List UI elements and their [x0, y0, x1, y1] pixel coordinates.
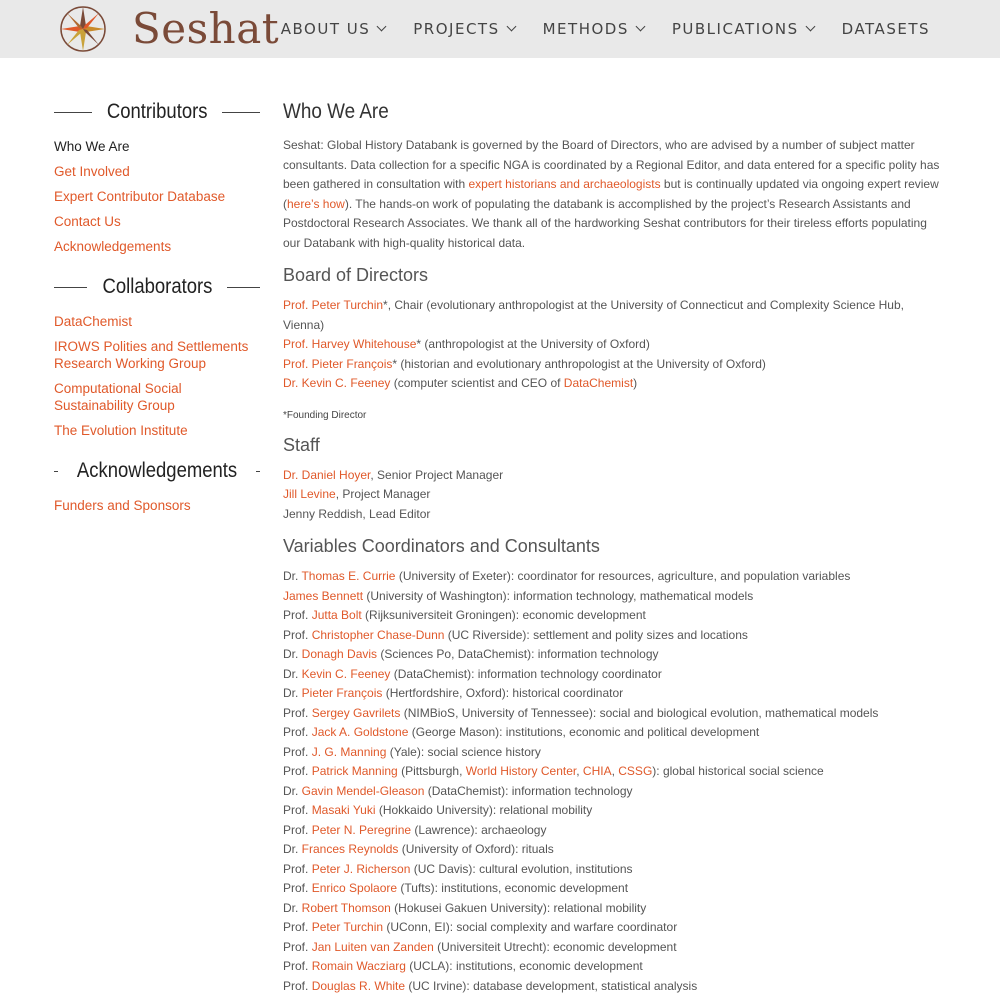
consultant-description: (University of Oxford): rituals — [398, 842, 554, 856]
person-description: * (historian and evolutionary anthropologist at the University of Oxford) — [392, 356, 766, 371]
consultants-heading: Variables Coordinators and Consultants — [283, 536, 600, 556]
consultant — [283, 899, 943, 919]
staff-role: , Project Manager — [335, 487, 431, 501]
consultant-description: (Sciences Po, DataChemist): information technology — [377, 647, 659, 661]
person-link[interactable]: Masaki Yuki — [311, 803, 376, 817]
intro-text: Seshat: Global History Databank is governed by the Board of Directors, who are advised by a number of subject matter consultants. Data collection for a specific NGA is coordinated by a Regional Editor, and data entered for a specific polity has been gathered in consultation with — [283, 138, 940, 191]
board-heading: Board of Directors — [283, 265, 429, 285]
person-link[interactable]: Enrico Spolaore — [311, 881, 398, 895]
consultant — [283, 645, 943, 665]
person-link[interactable]: Peter N. Peregrine — [311, 822, 412, 837]
divider — [54, 287, 87, 288]
board-member — [283, 335, 943, 355]
section-title: Contributors — [106, 100, 208, 123]
person-link[interactable]: Jutta Bolt — [311, 608, 362, 622]
title-prefix: Prof. — [283, 861, 312, 876]
person-description: * (anthropologist at the University of Oxford) — [416, 337, 650, 351]
person-link[interactable]: Patrick Manning — [311, 764, 398, 778]
person-link[interactable]: Sergey Gavrilets — [311, 705, 401, 720]
board-member — [283, 374, 943, 394]
title-prefix: Dr. — [283, 666, 302, 681]
board-member — [283, 355, 943, 375]
divider — [227, 287, 260, 288]
staff-text: Jenny Reddish, Lead Editor — [283, 506, 431, 521]
consultant — [283, 743, 943, 763]
founding-note: *Founding Director — [283, 409, 367, 421]
page-title: Who We Are — [283, 100, 389, 123]
consultant — [283, 977, 943, 997]
consultant — [283, 821, 943, 841]
consultant — [283, 723, 943, 743]
sidebar-item-funders-and-sponsors[interactable]: Funders and Sponsors — [54, 498, 191, 513]
consultant-description: (Lawrence): archaeology — [411, 822, 547, 837]
consultant-description: (UConn, EI): social complexity and warfare coordinator — [383, 920, 678, 934]
title-prefix: Dr. — [283, 647, 302, 661]
consultant — [283, 918, 943, 938]
title-prefix: Prof. — [283, 608, 312, 622]
title-prefix: Prof. — [283, 881, 312, 895]
person-link[interactable]: Dr. Daniel Hoyer — [283, 467, 371, 482]
sidebar-item-acknowledgements[interactable]: Acknowledgements — [54, 239, 172, 254]
sidebar-item-the-evolution-institute[interactable]: The Evolution Institute — [54, 423, 188, 438]
consultant-description: (DataChemist): information technology — [424, 783, 633, 798]
person-link[interactable]: Prof. Peter Turchin — [283, 298, 384, 312]
title-prefix: Prof. — [283, 803, 312, 817]
nav-label: PROJECTS — [413, 20, 500, 38]
chevron-down-icon — [805, 21, 815, 31]
title-prefix: Dr. — [283, 783, 302, 798]
staff-heading: Staff — [283, 434, 320, 455]
consultant-description: (Yale): social science history — [386, 744, 541, 759]
person-link[interactable]: Jill Levine — [283, 487, 336, 501]
heres-how-link[interactable]: here’s how — [287, 196, 345, 211]
nav-methods[interactable] — [543, 20, 644, 38]
title-prefix: Prof. — [283, 744, 312, 759]
staff-member — [283, 505, 943, 525]
divider — [256, 471, 260, 472]
person-link[interactable]: Kevin C. Feeney — [301, 666, 391, 681]
consultant-description: (DataChemist): information technology coordinator — [390, 666, 662, 681]
consultant — [283, 567, 943, 587]
sidebar-item-expert-contributor-database[interactable]: Expert Contributor Database — [54, 189, 226, 204]
contributors-list — [54, 138, 260, 255]
divider — [222, 112, 260, 113]
title-prefix: Prof. — [283, 627, 312, 642]
person-link[interactable]: Pieter François — [301, 686, 383, 700]
title-prefix: Prof. — [283, 939, 312, 954]
consultant — [283, 879, 943, 899]
main-nav — [253, 0, 930, 58]
consultant — [283, 782, 943, 802]
board-list — [283, 296, 943, 394]
consultant — [283, 606, 943, 626]
person-link[interactable]: Prof. Harvey Whitehouse — [283, 337, 417, 351]
consultant-description: (Tufts): institutions, economic development — [397, 881, 629, 895]
site-logo[interactable] — [54, 4, 279, 54]
person-link[interactable]: Christopher Chase-Dunn — [311, 627, 445, 642]
intro-text: but is continually updated via ongoing expert review ( — [283, 177, 939, 211]
title-prefix: Dr. — [283, 842, 302, 856]
chevron-down-icon — [377, 21, 387, 31]
person-link[interactable]: Gavin Mendel-Gleason — [301, 783, 425, 798]
chevron-down-icon — [635, 21, 645, 31]
consultant — [283, 665, 943, 685]
nav-label: METHODS — [542, 20, 629, 38]
consultant-description: (UC Davis): cultural evolution, institutions — [410, 861, 633, 876]
brand-name: Seshat — [132, 4, 280, 53]
consultant-description: (Pittsburgh, — [397, 764, 466, 778]
consultant-description: (UC Riverside): settlement and polity sizes and locations — [444, 627, 748, 642]
divider — [54, 471, 58, 472]
org-link[interactable]: CSSG — [618, 764, 653, 778]
sidebar-item-computational-social-sustainability-group[interactable]: Computational Social Sustainability Group — [54, 381, 182, 413]
person-link[interactable]: Frances Reynolds — [301, 842, 399, 856]
separator: , — [576, 764, 583, 778]
sidebar — [54, 100, 260, 534]
person-link[interactable]: Donagh Davis — [301, 647, 378, 661]
consultant-description: (Hertfordshire, Oxford): historical coordinator — [382, 686, 624, 700]
title-prefix: Prof. — [283, 705, 312, 720]
consultant-description: (UCLA): institutions, economic development — [405, 959, 643, 973]
nav-about-us[interactable] — [281, 20, 386, 38]
title-prefix: Prof. — [283, 959, 312, 973]
consultant-description: (University of Exeter): coordinator for resources, agriculture, and population variables — [395, 569, 851, 583]
consultant — [283, 860, 943, 880]
consultant — [283, 938, 943, 958]
person-link[interactable]: Peter J. Richerson — [311, 861, 411, 876]
nav-label: ABOUT US — [280, 20, 371, 38]
staff-member — [283, 485, 943, 505]
title-prefix: Dr. — [283, 569, 302, 583]
consultant-description: (Universiteit Utrecht): economic development — [433, 939, 677, 954]
person-link[interactable]: Thomas E. Currie — [301, 569, 396, 583]
consultant-description: (UC Irvine): database development, statistical analysis — [405, 978, 698, 993]
collaborators-heading — [54, 275, 260, 299]
section-title: Collaborators — [102, 275, 212, 298]
person-link[interactable]: Romain Wacziarg — [311, 959, 406, 973]
acknowledgements-list — [54, 497, 260, 514]
consultant — [283, 626, 943, 646]
contributors-heading — [54, 100, 260, 124]
chevron-down-icon — [506, 21, 516, 31]
nav-projects[interactable] — [413, 20, 514, 38]
acknowledgements-heading — [54, 459, 260, 483]
consultant — [283, 840, 943, 860]
nav-label: DATASETS — [841, 20, 930, 38]
person-link[interactable]: James Bennett — [283, 588, 364, 603]
sidebar-item-datachemist[interactable]: DataChemist — [54, 314, 133, 329]
title-prefix: Prof. — [283, 822, 312, 837]
consultant-description: (Hokusei Gakuen University): relational mobility — [390, 900, 647, 915]
main-content — [283, 100, 943, 996]
title-prefix: Prof. — [283, 764, 312, 778]
consultant — [283, 762, 943, 782]
nav-publications[interactable] — [672, 20, 814, 38]
sidebar-item-get-involved[interactable]: Get Involved — [54, 164, 130, 179]
org-link[interactable]: CHIA — [582, 764, 612, 778]
person-link[interactable]: Prof. Pieter François — [283, 356, 393, 371]
title-prefix: Dr. — [283, 686, 302, 700]
consultant-description: ): global historical social science — [652, 764, 824, 778]
consultant-description: (Hokkaido University): relational mobility — [375, 803, 593, 817]
consultant — [283, 704, 943, 724]
person-description: *, Chair (evolutionary anthropologist at the University of Connecticut and Complexity Science Hub, Vienna) — [283, 298, 904, 332]
sidebar-item-irows-polities-and-settlements-research-working-group[interactable]: IROWS Polities and Settlements Research Working Group — [54, 339, 249, 371]
divider — [54, 112, 92, 113]
nav-label: PUBLICATIONS — [671, 20, 799, 38]
consultant — [283, 684, 943, 704]
consultant — [283, 957, 943, 977]
title-prefix: Dr. — [283, 900, 302, 915]
section-title: Acknowledgements — [76, 459, 238, 482]
consultant-description: (Rijksuniversiteit Groningen): economic development — [361, 608, 646, 622]
consultant-description: (George Mason): institutions, economic and political development — [408, 725, 760, 739]
title-prefix: Prof. — [283, 725, 312, 739]
site-header — [0, 0, 1000, 58]
org-link[interactable]: World History Center — [465, 764, 577, 778]
consultants-list — [283, 567, 943, 996]
nav-datasets[interactable] — [842, 20, 930, 38]
consultant-description: (NIMBioS, University of Tennessee): social and biological evolution, mathematical models — [400, 705, 879, 720]
person-link[interactable]: Jack A. Goldstone — [311, 725, 409, 739]
person-link[interactable]: Jan Luiten van Zanden — [311, 939, 434, 954]
staff-role: , Senior Project Manager — [370, 467, 504, 482]
separator: , — [611, 764, 619, 778]
person-link[interactable]: J. G. Manning — [311, 744, 387, 759]
consultant-description: (University of Washington): information technology, mathematical models — [363, 588, 754, 603]
consultant — [283, 801, 943, 821]
staff-list — [283, 466, 943, 525]
expert-historians-link[interactable]: expert historians and archaeologists — [468, 177, 661, 191]
sidebar-item-contact-us[interactable]: Contact Us — [54, 214, 121, 229]
person-link[interactable]: Dr. Kevin C. Feeney — [283, 376, 391, 390]
title-prefix: Prof. — [283, 978, 312, 993]
intro-text: ). The hands-on work of populating the databank is accomplished by the project’s Research Assistants and Postdoctoral Research Associates. We thank all of the hardworking Seshat contributors for their tireless efforts populating our Databank with high-quality historical data. — [283, 196, 927, 250]
board-member — [283, 296, 943, 335]
person-link[interactable]: Douglas R. White — [311, 978, 406, 993]
org-link[interactable]: DataChemist — [563, 376, 634, 390]
collaborators-list — [54, 313, 260, 439]
consultant — [283, 587, 943, 607]
person-link[interactable]: Robert Thomson — [301, 900, 391, 915]
person-link[interactable]: Peter Turchin — [311, 920, 384, 934]
compass-star-logo-icon — [54, 4, 112, 54]
sidebar-item-who-we-are[interactable]: Who We Are — [54, 139, 130, 154]
staff-member — [283, 466, 943, 486]
person-description: ) — [633, 376, 638, 390]
person-description: (computer scientist and CEO of — [390, 376, 564, 390]
intro-paragraph — [283, 136, 943, 253]
title-prefix: Prof. — [283, 920, 312, 934]
